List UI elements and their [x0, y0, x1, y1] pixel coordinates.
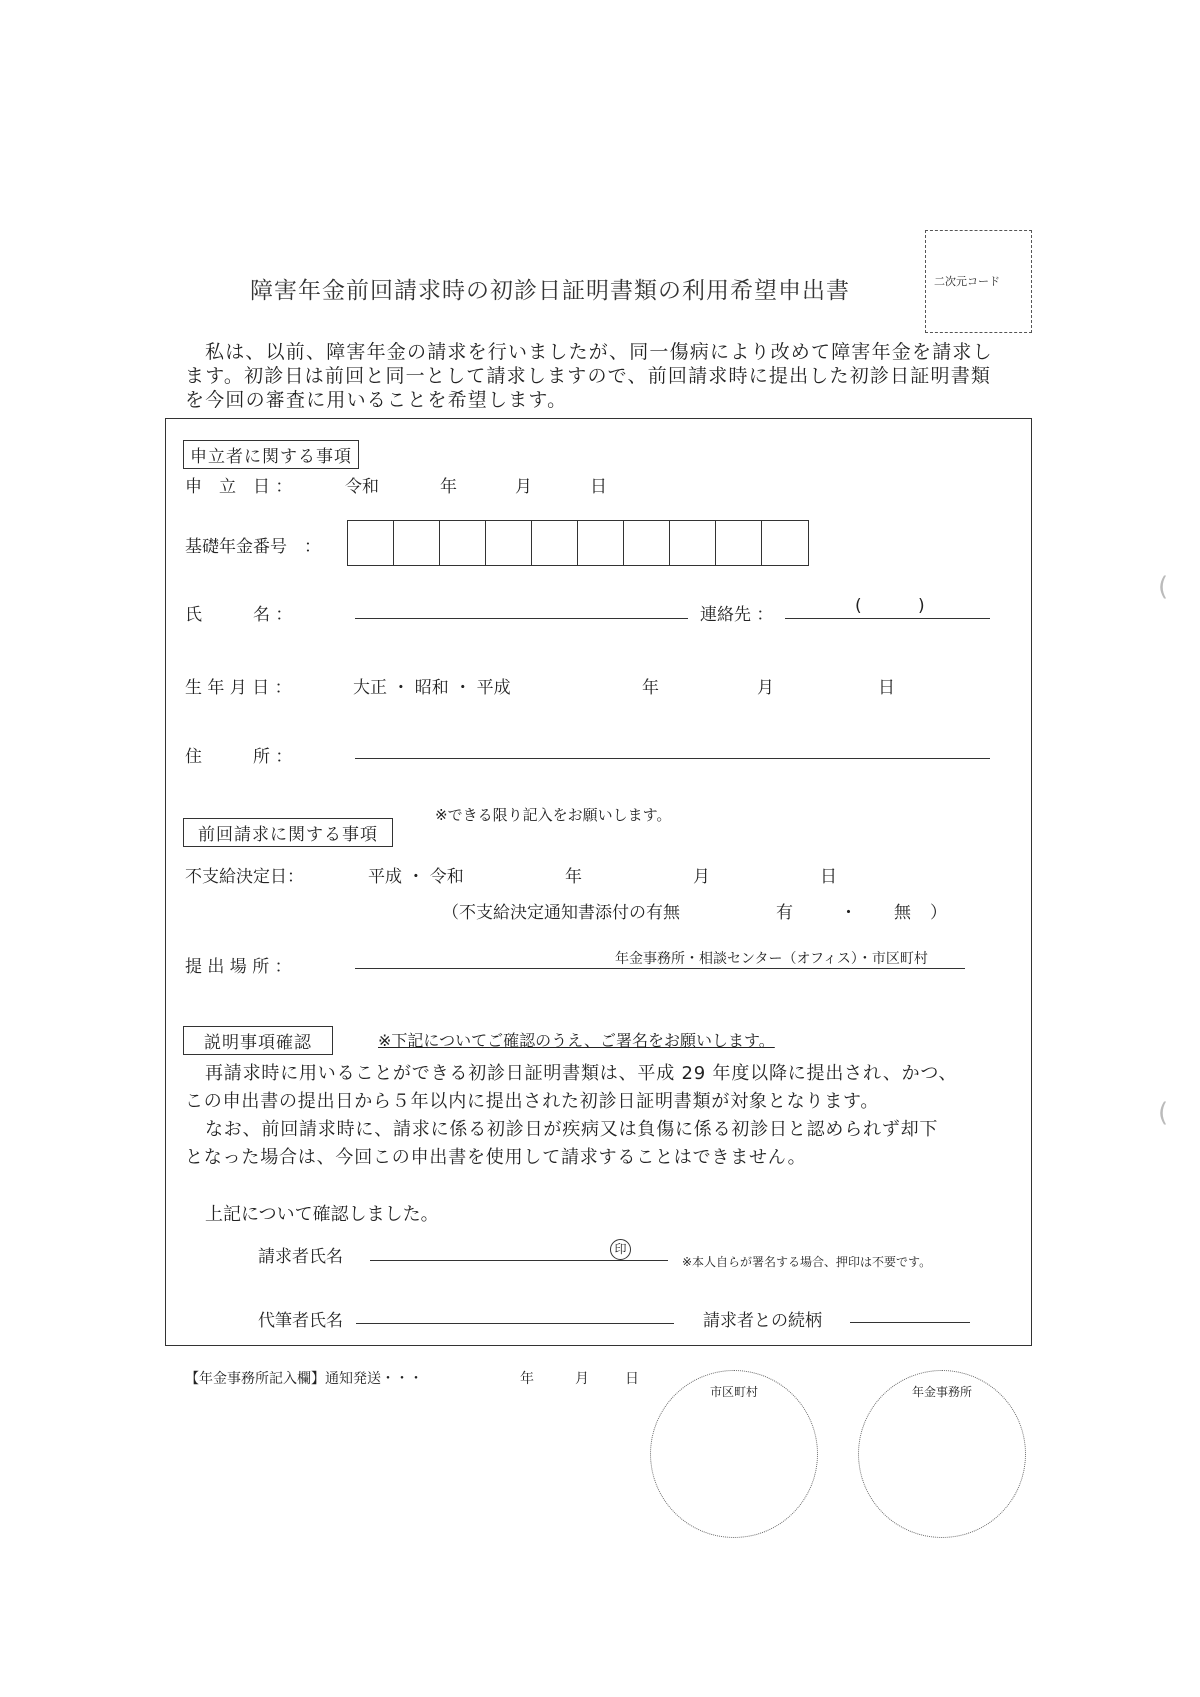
form-title: 障害年金前回請求時の初診日証明書類の利用希望申出書 [250, 278, 850, 304]
contact-paren-close: ) [918, 596, 925, 616]
confirmed-statement: 上記について確認しました。 [205, 1204, 439, 1225]
address-field[interactable] [355, 758, 990, 759]
pension-number-digit[interactable] [762, 521, 808, 565]
pension-number-digit[interactable] [532, 521, 578, 565]
proxy-name-field[interactable] [356, 1323, 674, 1324]
contact-field[interactable] [785, 618, 990, 619]
claimant-name-label: 請求者氏名 [258, 1247, 343, 1267]
address-label: 住 所 ： [185, 747, 293, 767]
decision-month-unit: 月 [693, 867, 710, 887]
attachment-note: （不支給決定通知書添付の有無 [442, 903, 680, 923]
previous-section-title: 前回請求に関する事項 [183, 818, 393, 847]
attachment-close: ） [930, 903, 947, 923]
application-date-label: 申 立 日 ： [185, 477, 293, 497]
pension-number-digit[interactable] [440, 521, 486, 565]
pension-office-seal-label: 年金事務所 [911, 1385, 972, 1399]
intro-text [185, 340, 1025, 412]
application-year-unit: 年 [440, 477, 457, 497]
explanation-line: 再請求時に用いることができる初診日証明書類は、平成 29 年度以降に提出され、かつ、 [205, 1063, 958, 1084]
punch-hole-mark: ( [1158, 1098, 1169, 1128]
punch-hole-mark: ( [1158, 572, 1169, 602]
confirm-explanation [185, 1060, 1015, 1172]
office-use-label: 【年金事務所記入欄】通知発送・・・ [185, 1371, 423, 1387]
name-label: 氏 名 ： [185, 605, 293, 625]
decision-day-unit: 日 [820, 867, 837, 887]
qr-code-label: 二次元コード [934, 275, 1000, 288]
explanation-line: なお、前回請求時に、請求に係る初診日が疾病又は負傷に係る初診日と認められず却下 [205, 1119, 939, 1140]
pension-number-boxes[interactable] [347, 520, 809, 566]
contact-label: 連絡先 ： [700, 605, 774, 625]
contact-paren-open: ( [855, 596, 862, 616]
office-month-unit: 月 [575, 1371, 589, 1387]
confirm-note: ※下記についてご確認のうえ、ご署名をお願いします。 [378, 1031, 775, 1050]
attachment-yes[interactable]: 有 [776, 903, 793, 923]
municipal-seal-area [650, 1370, 818, 1538]
proxy-name-label: 代筆者氏名 [258, 1311, 343, 1331]
pension-office-seal-area [858, 1370, 1026, 1538]
birth-month-unit: 月 [757, 678, 774, 698]
pension-number-digit[interactable] [348, 521, 394, 565]
pension-number-digit[interactable] [394, 521, 440, 565]
seal-mark: 印 [610, 1239, 631, 1260]
relation-label: 請求者との続柄 [703, 1311, 822, 1331]
attachment-separator: ・ [840, 903, 857, 923]
intro-line: 私は、以前、障害年金の請求を行いましたが、同一傷病により改めて障害年金を請求し [205, 341, 993, 363]
decision-year-unit: 年 [565, 867, 582, 887]
pension-number-digit[interactable] [578, 521, 624, 565]
birthdate-label: 生 年 月 日 ： [185, 678, 292, 698]
pension-number-label: 基礎年金番号 ： [185, 537, 321, 557]
intro-line: ます。初診日は前回と同一として請求しますので、前回請求時に提出した初診日証明書類 [185, 365, 992, 387]
birthdate-eras[interactable]: 大正 ・ 昭和 ・ 平成 [353, 678, 511, 698]
pension-number-digit[interactable] [670, 521, 716, 565]
decision-date-eras[interactable]: 平成 ・ 令和 [368, 867, 464, 887]
seal-note: ※本人自らが署名する場合、押印は不要です。 [682, 1255, 932, 1269]
application-month-unit: 月 [515, 477, 532, 497]
attachment-no[interactable]: 無 [894, 903, 911, 923]
submission-place-label: 提 出 場 所 ： [185, 957, 292, 977]
decision-date-label: 不支給決定日： [185, 867, 304, 887]
name-field[interactable] [355, 618, 688, 619]
office-day-unit: 日 [625, 1371, 639, 1387]
pension-number-digit[interactable] [716, 521, 762, 565]
birth-day-unit: 日 [878, 678, 895, 698]
explanation-line: となった場合は、今回この申出書を使用して請求することはできません。 [185, 1147, 807, 1168]
relation-field[interactable] [850, 1322, 970, 1323]
qr-code-box [925, 230, 1032, 333]
explanation-line: この申出書の提出日から５年以内に提出された初診日証明書類が対象となります。 [185, 1091, 880, 1112]
municipal-seal-label: 市区町村 [709, 1385, 758, 1399]
application-date-era: 令和 [345, 477, 379, 497]
confirm-section-title: 説明事項確認 [183, 1026, 333, 1055]
submission-place-field[interactable] [355, 968, 965, 969]
intro-line: を今回の審査に用いることを希望します。 [185, 389, 568, 411]
pension-number-digit[interactable] [486, 521, 532, 565]
previous-note: ※できる限り記入をお願いします。 [435, 806, 672, 824]
application-day-unit: 日 [590, 477, 607, 497]
office-year-unit: 年 [520, 1371, 534, 1387]
pension-number-digit[interactable] [624, 521, 670, 565]
submission-place-options: 年金事務所・相談センター（オフィス）・市区町村 [615, 951, 928, 967]
claimant-name-field[interactable] [370, 1260, 668, 1261]
birth-year-unit: 年 [642, 678, 659, 698]
applicant-section-title: 申立者に関する事項 [183, 440, 359, 469]
